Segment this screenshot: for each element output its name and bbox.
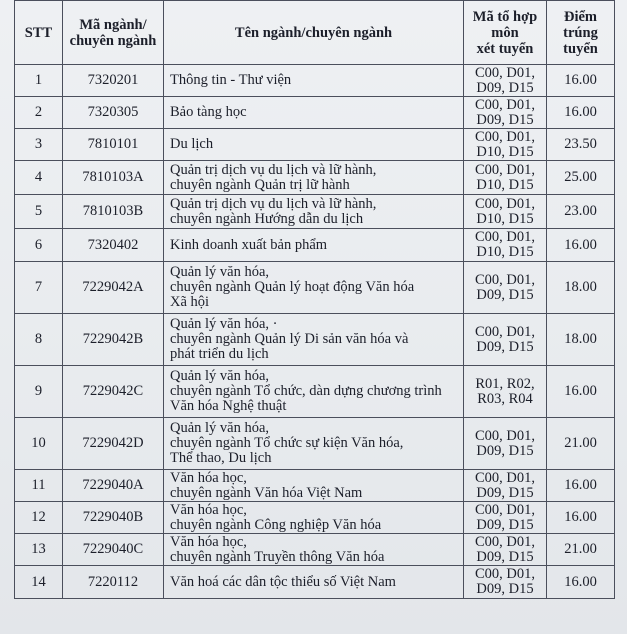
cell-name-line: Bảo tàng học bbox=[170, 104, 247, 120]
cell-score: 21.00 bbox=[547, 534, 615, 566]
cell-combo-line: D10, D15 bbox=[476, 244, 534, 260]
cell-combo-line: D09, D15 bbox=[476, 516, 534, 533]
cell-name bbox=[164, 470, 464, 502]
table-row bbox=[15, 195, 615, 229]
cell-combo bbox=[464, 502, 547, 534]
cell-name-line: chuyên ngành Văn hóa Việt Nam bbox=[170, 484, 363, 501]
cell-code: 7810103B bbox=[63, 195, 164, 229]
cell-combo-line: D09, D15 bbox=[476, 548, 534, 565]
cell-combo-line: C00, D01, bbox=[474, 323, 536, 340]
cell-stt: 11 bbox=[15, 470, 63, 502]
cell-name bbox=[164, 366, 464, 418]
cell-code: 7810103A bbox=[63, 161, 164, 195]
table-header-row bbox=[15, 1, 615, 65]
header-combo bbox=[464, 1, 547, 65]
cell-combo-line: C00, D01, bbox=[474, 128, 536, 145]
cell-name-line: Thông tin - Thư viện bbox=[170, 72, 292, 88]
cell-score: 18.00 bbox=[547, 314, 615, 366]
cell-score: 16.00 bbox=[547, 502, 615, 534]
cell-combo-line: C00, D01, bbox=[474, 96, 536, 113]
cell-combo-line: C00, D01, bbox=[474, 501, 536, 518]
cell-name-line: Văn hoá các dân tộc thiểu số Việt Nam bbox=[170, 573, 396, 590]
cell-stt: 5 bbox=[15, 195, 63, 229]
cell-combo-line: C00, D01, bbox=[474, 533, 536, 550]
cell-name-line: Du lịch bbox=[170, 136, 214, 152]
cell-combo-line: D10, D15 bbox=[476, 176, 534, 193]
cell-combo-line: C00, D01, bbox=[474, 271, 536, 288]
cell-score: 16.00 bbox=[547, 97, 615, 129]
cell-name-line: Quản lý văn hóa, bbox=[170, 368, 270, 384]
table-row bbox=[15, 129, 615, 161]
header-code-line: Mã ngành/ bbox=[79, 16, 147, 33]
cell-name bbox=[164, 97, 464, 129]
cell-combo-line: C00, D01, bbox=[474, 427, 536, 444]
cell-name bbox=[164, 566, 464, 599]
table-row bbox=[15, 366, 615, 418]
cell-name-line: chuyên ngành Quản trị lữ hành bbox=[170, 176, 350, 193]
cell-name-line: Kinh doanh xuất bản phẩm bbox=[170, 236, 328, 253]
cell-name bbox=[164, 229, 464, 262]
cell-combo bbox=[464, 97, 547, 129]
cell-combo-line: D09, D15 bbox=[476, 338, 534, 355]
cell-name-line: Văn hóa Nghệ thuật bbox=[170, 398, 287, 414]
cell-stt: 4 bbox=[15, 161, 63, 195]
cell-stt: 10 bbox=[15, 418, 63, 470]
cell-combo bbox=[464, 566, 547, 599]
cell-name-line: Văn hóa học, bbox=[170, 469, 247, 486]
cell-combo bbox=[464, 229, 547, 262]
cell-combo-line: D09, D15 bbox=[476, 111, 534, 128]
cell-combo-line: D10, D15 bbox=[476, 210, 534, 227]
cell-score: 16.00 bbox=[547, 366, 615, 418]
cell-combo bbox=[464, 470, 547, 502]
cell-combo-line: C00, D01, bbox=[474, 64, 536, 81]
cell-combo-line: D09, D15 bbox=[476, 484, 534, 501]
cell-stt: 3 bbox=[15, 129, 63, 161]
header-stt: STT bbox=[15, 1, 63, 65]
cell-code: 7320201 bbox=[63, 65, 164, 97]
cell-code: 7320402 bbox=[63, 229, 164, 262]
header-code-line: chuyên ngành bbox=[69, 32, 157, 49]
cell-code: 7220112 bbox=[63, 566, 164, 599]
cell-name-line: chuyên ngành Tổ chức sự kiện Văn hóa, bbox=[170, 435, 404, 451]
cell-name bbox=[164, 502, 464, 534]
cell-name-line: Quản lý văn hóa, bbox=[170, 264, 270, 280]
cell-name-line: chuyên ngành Hướng dẫn du lịch bbox=[170, 210, 364, 227]
cell-score: 16.00 bbox=[547, 229, 615, 262]
cell-combo-line: D09, D15 bbox=[476, 442, 534, 459]
table-row bbox=[15, 418, 615, 470]
table-row bbox=[15, 65, 615, 97]
cell-name-line: Thể thao, Du lịch bbox=[170, 450, 272, 466]
cell-name bbox=[164, 314, 464, 366]
cell-combo bbox=[464, 65, 547, 97]
cell-name-line: chuyên ngành Truyền thông Văn hóa bbox=[170, 548, 385, 565]
cell-name bbox=[164, 534, 464, 566]
cell-name-line: chuyên ngành Quản lý Di sản văn hóa và bbox=[170, 331, 409, 347]
cell-name-line: Quản trị dịch vụ du lịch và lữ hành, bbox=[170, 195, 377, 212]
cell-code: 7229040A bbox=[63, 470, 164, 502]
cell-stt: 12 bbox=[15, 502, 63, 534]
cell-code: 7229042C bbox=[63, 366, 164, 418]
cell-score: 25.00 bbox=[547, 161, 615, 195]
cell-score: 23.00 bbox=[547, 195, 615, 229]
cell-stt: 7 bbox=[15, 262, 63, 314]
header-combo-line: Mã tổ hợp bbox=[472, 8, 538, 25]
header-combo-line: xét tuyển bbox=[476, 40, 534, 57]
header-score bbox=[547, 1, 615, 65]
cell-combo-line: C00, D01, bbox=[474, 195, 536, 212]
cell-combo bbox=[464, 129, 547, 161]
cell-combo-line: R01, R02, bbox=[475, 375, 535, 392]
header-name: Tên ngành/chuyên ngành bbox=[164, 1, 464, 65]
cell-name-line: Xã hội bbox=[170, 294, 210, 310]
cell-stt: 8 bbox=[15, 314, 63, 366]
table-row bbox=[15, 470, 615, 502]
cell-combo-line: D09, D15 bbox=[476, 581, 534, 597]
cell-combo-line: C00, D01, bbox=[474, 161, 536, 178]
cell-combo bbox=[464, 314, 547, 366]
cell-combo-line: C00, D01, bbox=[474, 229, 536, 245]
cell-combo-line: D10, D15 bbox=[476, 143, 534, 160]
cell-name bbox=[164, 129, 464, 161]
cell-name bbox=[164, 161, 464, 195]
cell-name bbox=[164, 418, 464, 470]
cell-combo bbox=[464, 195, 547, 229]
table-row bbox=[15, 534, 615, 566]
cell-code: 7229042B bbox=[63, 314, 164, 366]
cell-name-line: Quản lý văn hóa, · bbox=[170, 316, 278, 332]
table-row bbox=[15, 262, 615, 314]
cell-combo-line: C00, D01, bbox=[474, 469, 536, 486]
cell-code: 7229042D bbox=[63, 418, 164, 470]
cell-name-line: chuyên ngành Công nghiệp Văn hóa bbox=[170, 516, 382, 533]
cell-code: 7229040B bbox=[63, 502, 164, 534]
cell-stt: 1 bbox=[15, 65, 63, 97]
cell-combo-line: R03, R04 bbox=[477, 390, 533, 407]
admission-scores-table bbox=[14, 0, 615, 599]
cell-name-line: Quản lý văn hóa, bbox=[170, 420, 270, 436]
cell-code: 7229042A bbox=[63, 262, 164, 314]
cell-combo-line: D09, D15 bbox=[476, 79, 534, 96]
cell-score: 16.00 bbox=[547, 470, 615, 502]
cell-score: 23.50 bbox=[547, 129, 615, 161]
cell-name-line: Quản trị dịch vụ du lịch và lữ hành, bbox=[170, 161, 377, 178]
cell-combo-line: D09, D15 bbox=[476, 286, 534, 303]
cell-name-line: Văn hóa học, bbox=[170, 533, 247, 550]
cell-name-line: chuyên ngành Tổ chức, dàn dựng chương trình bbox=[170, 383, 442, 399]
cell-combo bbox=[464, 161, 547, 195]
cell-stt: 2 bbox=[15, 97, 63, 129]
cell-stt: 6 bbox=[15, 229, 63, 262]
cell-score: 16.00 bbox=[547, 65, 615, 97]
cell-name-line: chuyên ngành Quản lý hoạt động Văn hóa bbox=[170, 279, 415, 295]
header-combo-line: môn bbox=[491, 24, 519, 41]
cell-name bbox=[164, 65, 464, 97]
cell-stt: 13 bbox=[15, 534, 63, 566]
table-row bbox=[15, 161, 615, 195]
cell-combo bbox=[464, 262, 547, 314]
cell-code: 7320305 bbox=[63, 97, 164, 129]
cell-name-line: Văn hóa học, bbox=[170, 501, 247, 518]
cell-code: 7229040C bbox=[63, 534, 164, 566]
header-code bbox=[63, 1, 164, 65]
header-score-line: trúng bbox=[563, 24, 598, 41]
cell-combo-line: C00, D01, bbox=[474, 566, 536, 582]
table-row bbox=[15, 566, 615, 599]
cell-stt: 9 bbox=[15, 366, 63, 418]
header-score-line: tuyển bbox=[563, 40, 598, 57]
cell-name-line: phát triển du lịch bbox=[170, 346, 269, 362]
cell-score: 16.00 bbox=[547, 566, 615, 599]
header-score-line: Điểm bbox=[563, 8, 597, 25]
table-row bbox=[15, 502, 615, 534]
cell-score: 21.00 bbox=[547, 418, 615, 470]
table-row bbox=[15, 314, 615, 366]
cell-score: 18.00 bbox=[547, 262, 615, 314]
cell-combo bbox=[464, 534, 547, 566]
cell-combo bbox=[464, 366, 547, 418]
table-row bbox=[15, 97, 615, 129]
cell-combo bbox=[464, 418, 547, 470]
cell-name bbox=[164, 262, 464, 314]
table-body bbox=[15, 65, 615, 599]
cell-code: 7810101 bbox=[63, 129, 164, 161]
table-row bbox=[15, 229, 615, 262]
cell-stt: 14 bbox=[15, 566, 63, 599]
cell-name bbox=[164, 195, 464, 229]
